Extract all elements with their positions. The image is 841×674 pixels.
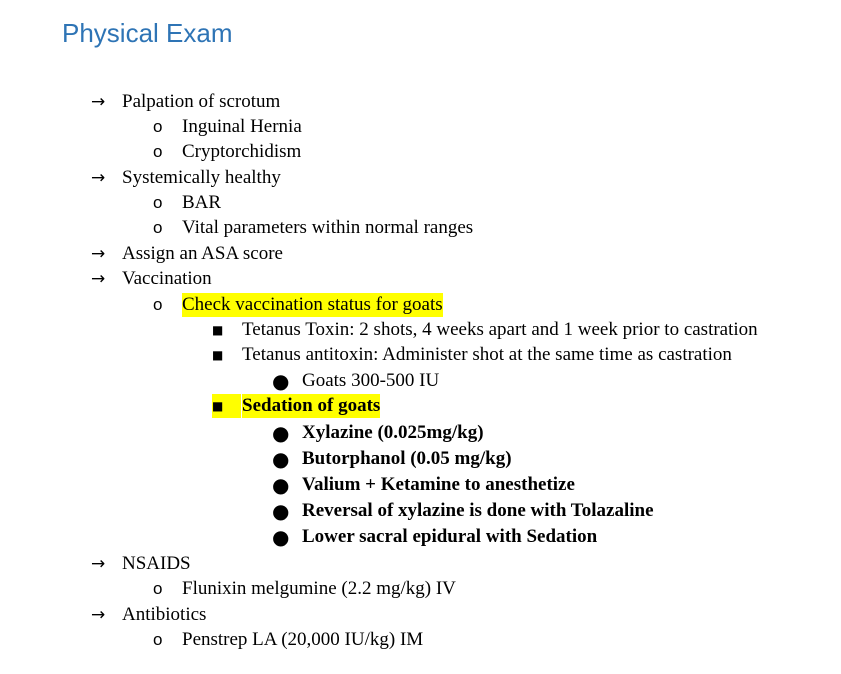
list-item-label: Vital parameters within normal ranges	[182, 217, 474, 238]
list-item-label: Systemically healthy	[122, 167, 281, 188]
page-title: Physical Exam	[62, 18, 233, 48]
square-bullet-icon: ■	[212, 394, 241, 418]
list-item-label: Lower sacral epidural with Sedation	[302, 526, 598, 547]
list-item-label: Inguinal Hernia	[182, 116, 302, 137]
highlighted-label: Sedation of goats	[242, 395, 381, 416]
arrow-bullet-icon: →	[91, 92, 106, 112]
list-item-label: Palpation of scrotum	[122, 91, 281, 112]
arrow-bullet-icon: →	[91, 269, 106, 289]
list-item-label: Reversal of xylazine is done with Tolazaline	[302, 500, 654, 521]
list-item-label: Antibiotics	[122, 604, 207, 625]
circle-bullet-icon: o	[153, 630, 163, 649]
dot-bullet-icon: ●	[272, 473, 290, 497]
dot-bullet-icon: ●	[272, 499, 290, 523]
square-bullet-icon: ■	[212, 348, 224, 362]
circle-bullet-icon: o	[153, 218, 163, 237]
list-item-label: Penstrep LA (20,000 IU/kg) IM	[182, 629, 424, 650]
list-item-label: Goats 300-500 IU	[302, 370, 440, 391]
circle-bullet-icon: o	[153, 295, 163, 314]
list-item-label: Butorphanol (0.05 mg/kg)	[302, 448, 512, 469]
dot-bullet-icon: ●	[272, 369, 290, 393]
circle-bullet-icon: o	[153, 579, 163, 598]
list-item-label: Xylazine (0.025mg/kg)	[302, 422, 484, 443]
square-bullet-icon: ■	[212, 323, 224, 337]
circle-bullet-icon: o	[153, 193, 163, 212]
list-item-label: Flunixin melgumine (2.2 mg/kg) IV	[182, 578, 456, 599]
list-item-label: NSAIDS	[122, 553, 191, 574]
arrow-bullet-icon: →	[91, 168, 106, 188]
dot-bullet-icon: ●	[272, 525, 290, 549]
highlighted-label: Check vaccination status for goats	[182, 294, 443, 315]
circle-bullet-icon: o	[153, 117, 163, 136]
list-item-label: Cryptorchidism	[182, 141, 302, 162]
dot-bullet-icon: ●	[272, 421, 290, 445]
list-item-label: Assign an ASA score	[122, 243, 283, 264]
arrow-bullet-icon: →	[91, 554, 106, 574]
list-item-label: Tetanus antitoxin: Administer shot at the same time as castration	[242, 344, 732, 365]
list-item-label: Valium + Ketamine to anesthetize	[302, 474, 575, 495]
list-item-label: BAR	[182, 192, 222, 213]
arrow-bullet-icon: →	[91, 244, 106, 264]
list-item-label: Tetanus Toxin: 2 shots, 4 weeks apart and 1 week prior to castration	[242, 319, 758, 340]
arrow-bullet-icon: →	[91, 605, 106, 625]
list-item-label: Vaccination	[122, 268, 212, 289]
dot-bullet-icon: ●	[272, 447, 290, 471]
circle-bullet-icon: o	[153, 142, 163, 161]
